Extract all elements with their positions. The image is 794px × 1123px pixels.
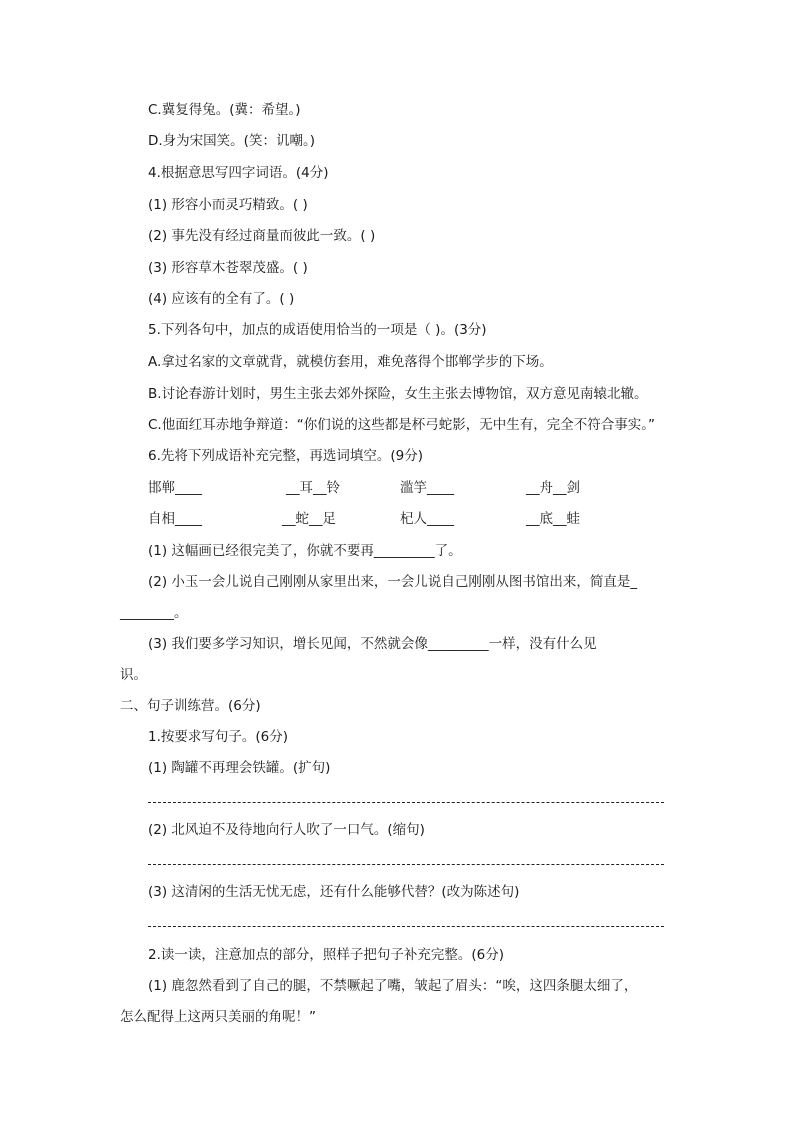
sentence-task-1-item-1: (1) 陶罐不再理会铁罐。(扩句) [148,760,331,776]
section-2-heading: 二、句子训练营。(6分) [120,698,261,714]
question-5-option-c: C.他面红耳赤地争辩道：“你们说的这些都是杯弓蛇影，无中生有，完全不符合事实。” [148,417,655,433]
idiom-blank: __底__蛙 [526,511,580,527]
fill-sentence-3-part1: (3) 我们要多学习知识，增长见闻，不然就会像_________一样，没有什么见 [148,636,597,652]
fill-sentence-2-part2: ________。 [120,605,188,621]
question-4-item-2: (2) 事先没有经过商量而彼此一致。( ) [148,228,376,244]
idiom-row-2 [148,509,668,529]
idiom-blank: __耳__铃 [286,480,340,496]
question-5-option-a: A.拿过名家的文章就背，就模仿套用，难免落得个邯郸学步的下场。 [148,354,553,370]
answer-line[interactable] [148,864,664,865]
question-4-item-4: (4) 应该有的全有了。( ) [148,291,295,307]
sentence-task-1-item-2: (2) 北风迫不及待地向行人吹了一口气。(缩句) [148,822,425,838]
idiom-blank: 杞人____ [400,511,454,527]
idiom-row-1 [148,478,668,498]
question-6-heading: 6.先将下列成语补充完整，再选词填空。(9分) [148,448,424,464]
sentence-task-1-heading: 1.按要求写句子。(6分) [148,729,289,745]
fill-sentence-1: (1) 这幅画已经很完美了，你就不要再_________了。 [148,543,462,559]
option-d-line: D.身为宋国笑。(笑：讥嘲。) [148,133,315,149]
option-c-line: C.冀复得兔。(冀：希望。) [148,102,301,118]
fill-sentence-2-part1: (2) 小玉一会儿说自己刚刚从家里出来，一会儿说自己刚刚从图书馆出来，简直是_ [148,574,638,590]
sentence-task-2-heading: 2.读一读，注意加点的部分，照样子把句子补充完整。(6分) [148,947,505,963]
question-4-item-1: (1) 形容小而灵巧精致。( ) [148,197,308,213]
idiom-blank: 邯郸____ [148,480,202,496]
question-4-heading: 4.根据意思写四字词语。(4分) [148,165,329,181]
question-5-option-b: B.讨论春游计划时，男生主张去郊外探险，女生主张去博物馆，双方意见南辕北辙。 [148,386,648,402]
idiom-blank: 自相____ [148,511,202,527]
question-4-item-3: (3) 形容草木苍翠茂盛。( ) [148,260,308,276]
question-5-heading: 5.下列各句中，加点的成语使用恰当的一项是（ )。(3分) [148,322,487,338]
answer-line[interactable] [148,802,664,803]
sentence-task-2-item-1-part1: (1) 鹿忽然看到了自己的腿，不禁噘起了嘴，皱起了眉头：“唉，这四条腿太细了， [148,978,638,994]
fill-sentence-3-part2: 识。 [120,667,147,683]
sentence-task-1-item-3: (3) 这清闲的生活无忧无虑，还有什么能够代替？(改为陈述句) [148,884,520,900]
answer-line[interactable] [148,926,664,927]
sentence-task-2-item-1-part2: 怎么配得上这两只美丽的角呢！” [120,1009,316,1025]
idiom-blank: __舟__剑 [526,480,580,496]
idiom-blank: 滥竽____ [400,480,454,496]
idiom-blank: __蛇__足 [282,511,336,527]
